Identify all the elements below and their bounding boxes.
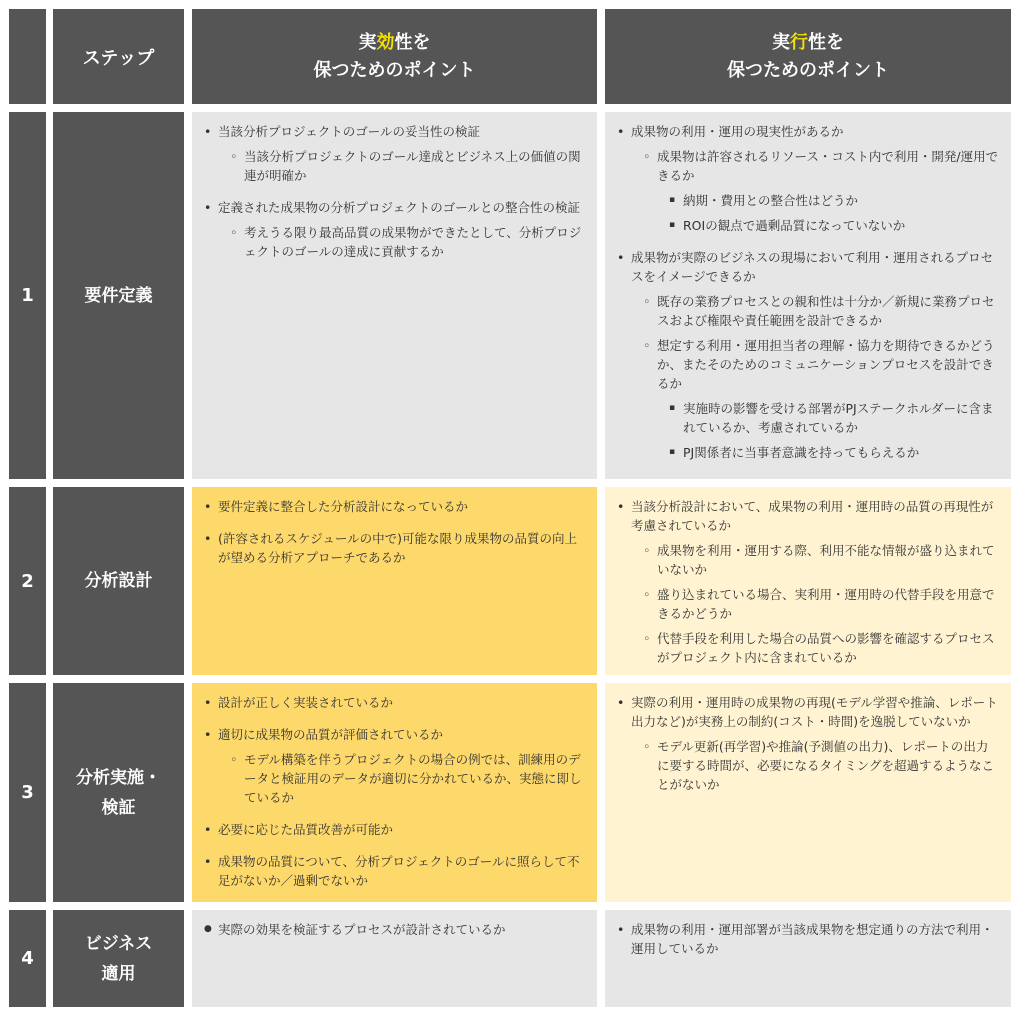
list-item	[204, 497, 585, 516]
header-feasibility-pre: 実	[772, 31, 790, 53]
item-text: 成果物は許容されるリソース・コスト内で利用・開発/運用できるか	[657, 149, 999, 183]
item-text: 成果物の品質について、分析プロジェクトのゴールに照らして不足がないか／過剰でないか	[218, 854, 580, 888]
row-2-step	[53, 487, 184, 675]
list-item	[204, 920, 585, 939]
header-feasibility	[605, 9, 1011, 104]
item-text: モデル更新(再学習)や推論(予測値の出力)、レポートの出力に要する時間が、必要になるタイミングを超過するようなことがないか	[657, 739, 995, 792]
header-effectiveness-line2: 保つためのポイント	[313, 59, 476, 81]
sub-list-item	[643, 336, 999, 462]
row-number-label: 3	[21, 782, 34, 803]
list-item	[204, 852, 585, 890]
row-1-step	[53, 112, 184, 479]
list-item	[204, 820, 585, 839]
row-1-feasibility	[605, 112, 1011, 479]
list-item	[617, 122, 999, 235]
header-effectiveness-highlight: 効	[376, 31, 395, 53]
sub-sub-list-item	[669, 191, 999, 210]
list-item	[204, 122, 585, 185]
item-text: 実際の効果を検証するプロセスが設計されているか	[218, 922, 506, 937]
step-label-line2: 適用	[101, 963, 136, 984]
item-text: 定義された成果物の分析プロジェクトのゴールとの整合性の検証	[218, 200, 581, 215]
list-item	[204, 198, 585, 261]
row-1-effectiveness	[192, 112, 597, 479]
item-text: (許容されるスケジュールの中で)可能な限り成果物の品質の向上が望める分析アプローチであるか	[218, 531, 578, 565]
header-step	[53, 9, 184, 104]
row-4-step	[53, 910, 184, 1007]
sub-list-item	[643, 292, 999, 330]
list-item	[617, 497, 999, 667]
list-item	[204, 725, 585, 807]
item-text: 実際の利用・運用時の成果物の再現(モデル学習や推論、レポート出力など)が実務上の制約(コスト・時間)を逸脱していないか	[631, 695, 998, 729]
row-4-feasibility	[605, 910, 1011, 1007]
header-feasibility-line1	[772, 29, 844, 57]
row-number-label: 1	[21, 285, 34, 306]
item-text: ROIの観点で過剰品質になっていないか	[683, 218, 906, 233]
sub-list-item	[230, 147, 585, 185]
row-number-label: 4	[21, 948, 34, 969]
row-2-effectiveness	[192, 487, 597, 675]
row-2-feasibility	[605, 487, 1011, 675]
list-item	[204, 693, 585, 712]
list-item	[204, 529, 585, 567]
step-label: 要件定義	[84, 285, 153, 306]
header-number-cell	[9, 9, 46, 104]
header-effectiveness-post: 性を	[394, 31, 431, 53]
item-text: 成果物の利用・運用の現実性があるか	[631, 124, 844, 139]
header-step-label: ステップ	[82, 47, 155, 69]
sub-list-item	[643, 147, 999, 235]
item-text: 納期・費用との整合性はどうか	[683, 193, 859, 208]
item-text: 必要に応じた品質改善が可能か	[218, 822, 394, 837]
row-3-feasibility	[605, 683, 1011, 902]
list-item	[617, 693, 999, 794]
item-text: 考えうる限り最高品質の成果物ができたとして、分析プロジェクトのゴールの達成に貢献するか	[244, 225, 582, 259]
item-text: 当該分析設計において、成果物の利用・運用時の品質の再現性が考慮されているか	[631, 499, 994, 533]
list-item	[617, 920, 999, 958]
sub-list-item	[230, 223, 585, 261]
row-4-number	[9, 910, 46, 1007]
item-text: 既存の業務プロセスとの親和性は十分か／新規に業務プロセスおよび権限や責任範囲を設計できるか	[657, 294, 995, 328]
header-effectiveness	[192, 9, 597, 104]
item-text: 成果物が実際のビジネスの現場において利用・運用されるプロセスをイメージできるか	[631, 250, 994, 284]
item-text: 想定する利用・運用担当者の理解・協力を期待できるかどうか、またそのためのコミュニケーションプロセスを設計できるか	[657, 338, 995, 391]
item-text: 盛り込まれている場合、実利用・運用時の代替手段を用意できるかどうか	[657, 587, 995, 621]
item-text: モデル構築を伴うプロジェクトの場合の例では、訓練用のデータと検証用のデータが適切に分かれているか、実態に即しているか	[244, 752, 582, 805]
row-number-label: 2	[21, 570, 34, 592]
row-1-number	[9, 112, 46, 479]
header-feasibility-highlight: 行	[790, 31, 808, 53]
item-text: 当該分析プロジェクトのゴール達成とビジネス上の価値の関連が明確か	[244, 149, 581, 183]
sub-sub-list-item	[669, 443, 999, 462]
item-text: 要件定義に整合した分析設計になっているか	[218, 499, 469, 514]
list-item	[617, 248, 999, 462]
item-text: 実施時の影響を受ける部署がPJステークホルダーに含まれているか、考慮されているか	[683, 401, 994, 435]
item-text: 成果物の利用・運用部署が当該成果物を想定通りの方法で利用・運用しているか	[631, 922, 994, 956]
item-text: 代替手段を利用した場合の品質への影響を確認するプロセスがプロジェクト内に含まれているか	[657, 631, 995, 665]
sub-list-item	[643, 585, 999, 623]
sub-list-item	[643, 541, 999, 579]
item-text: 適切に成果物の品質が評価されているか	[218, 727, 444, 742]
step-label-line1: 分析実施・	[76, 767, 161, 788]
item-text: 設計が正しく実装されているか	[218, 695, 394, 710]
item-text: 成果物を利用・運用する際、利用不能な情報が盛り込まれていないか	[657, 543, 995, 577]
header-effectiveness-pre: 実	[358, 31, 377, 53]
step-label-line2: 検証	[101, 797, 136, 818]
row-2-number	[9, 487, 46, 675]
step-label: 分析設計	[84, 571, 153, 591]
sub-list-item	[643, 737, 999, 794]
row-3-number	[9, 683, 46, 902]
header-effectiveness-line1	[359, 29, 431, 57]
row-3-step	[53, 683, 184, 902]
sub-list-item	[643, 629, 999, 667]
header-feasibility-post: 性を	[808, 31, 844, 53]
item-text: 当該分析プロジェクトのゴールの妥当性の検証	[218, 124, 481, 139]
sub-sub-list-item	[669, 216, 999, 235]
item-text: PJ関係者に当事者意識を持ってもらえるか	[683, 445, 920, 460]
header-feasibility-line2: 保つためのポイント	[727, 59, 889, 81]
row-4-effectiveness	[192, 910, 597, 1007]
step-label-line1: ビジネス	[84, 933, 153, 954]
sub-list-item	[230, 750, 585, 807]
sub-sub-list-item	[669, 399, 999, 437]
row-3-effectiveness	[192, 683, 597, 902]
